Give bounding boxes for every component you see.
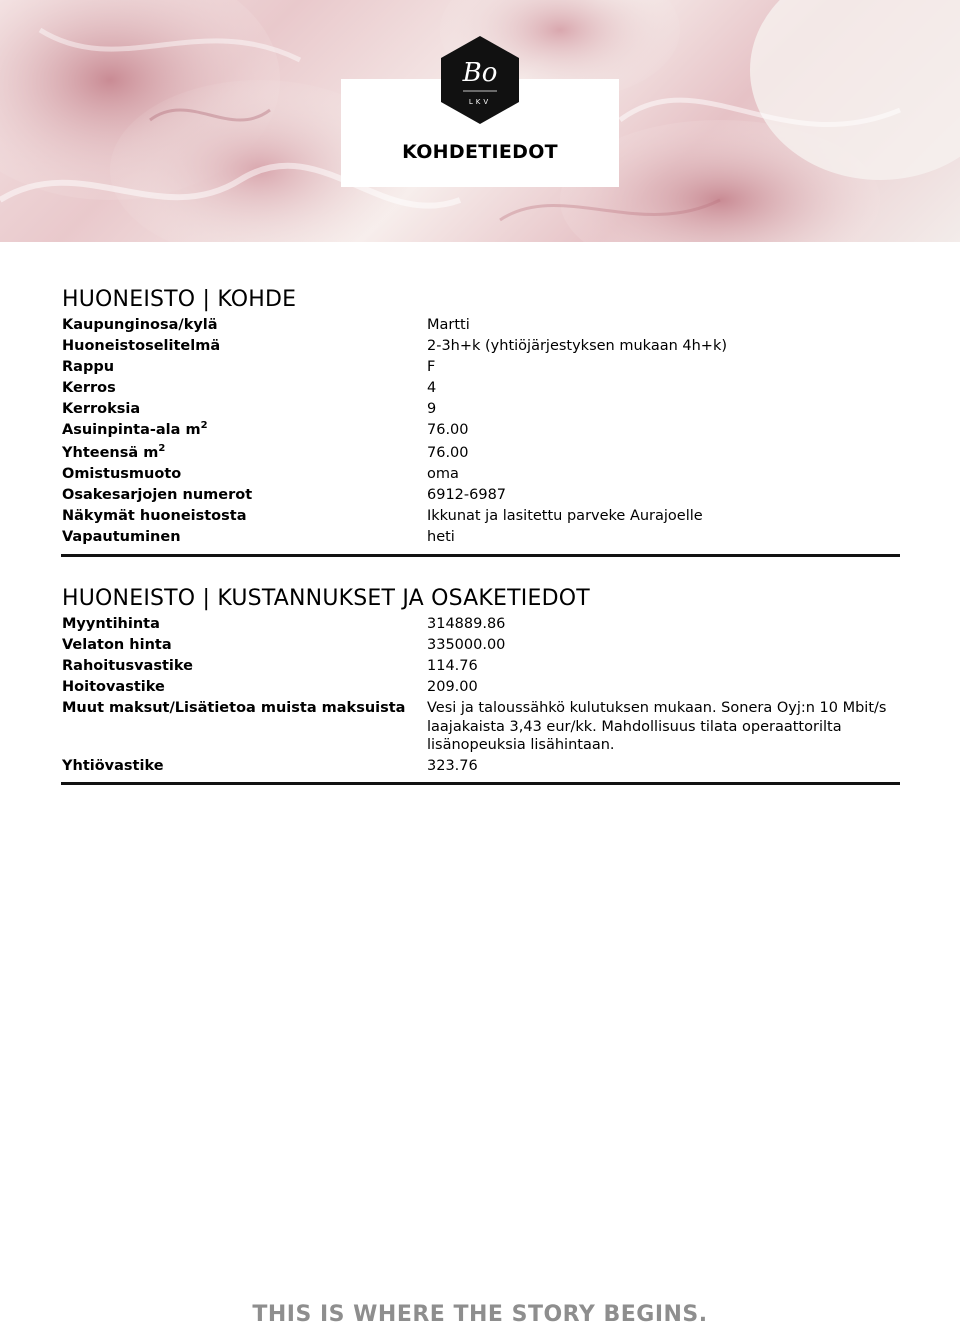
row-value: 2-3h+k (yhtiöjärjestyksen mukaan 4h+k) — [427, 338, 728, 354]
row-label: Omistusmuoto — [62, 466, 182, 482]
row-label: Kerros — [62, 380, 116, 396]
superscript-2: 2 — [158, 443, 166, 454]
row-label: Muut maksut/Lisätietoa muista maksuista — [62, 700, 406, 716]
row-value: Ikkunat ja lasitettu parveke Aurajoelle — [427, 508, 703, 524]
section-divider — [61, 782, 900, 785]
row-value: 114.76 — [427, 658, 478, 674]
row-label: Vapautuminen — [62, 529, 181, 545]
row-value: Vesi ja taloussähkö kulutuksen mukaan. Sonera Oyj:n 10 Mbit/s laajakaista 3,43 eur/kk. Mahdollisuus tilata operaattorilta lisänopeuksia lisähintaan. — [427, 700, 887, 753]
section-divider — [61, 554, 900, 557]
row-value: F — [427, 359, 436, 375]
row-value: 314889.86 — [427, 616, 506, 632]
row-label: Kaupunginosa/kylä — [62, 317, 218, 333]
row-value: 9 — [427, 401, 437, 417]
row-label: Myyntihinta — [62, 616, 160, 632]
row-value: 323.76 — [427, 758, 478, 774]
row-value: Martti — [427, 317, 470, 333]
row-label: Rahoitusvastike — [62, 658, 193, 674]
row-value: heti — [427, 529, 455, 545]
row-label: Yhtiövastike — [62, 758, 164, 774]
row-value: oma — [427, 466, 459, 482]
row-value: 4 — [427, 380, 437, 396]
row-value: 76.00 — [427, 422, 469, 438]
hexagon-logo-icon — [441, 36, 519, 124]
bo-lkv-logo — [441, 36, 519, 124]
row-value: 6912-6987 — [427, 487, 507, 503]
row-label: Kerroksia — [62, 401, 141, 417]
row-value: 209.00 — [427, 679, 478, 695]
footer-tagline: THIS IS WHERE THE STORY BEGINS. — [252, 1302, 708, 1327]
superscript-2: 2 — [200, 420, 208, 431]
row-label: Huoneistoselitelmä — [62, 338, 221, 354]
section-title-kustannukset: HUONEISTO | KUSTANNUKSET JA OSAKETIEDOT — [62, 586, 590, 611]
row-label: Näkymät huoneistosta — [62, 508, 247, 524]
logo-subtext: LKV — [468, 98, 492, 106]
logo-text: Bo — [462, 58, 498, 88]
row-label: Asuinpinta-ala $m^2$ — [62, 420, 208, 438]
row-value: 76.00 — [427, 445, 469, 461]
row-label: Rappu — [62, 359, 115, 375]
section-title-kohde: HUONEISTO | KOHDE — [62, 287, 297, 312]
row-label: Yhteensä $m^2$ — [62, 443, 166, 461]
page-title: KOHDETIEDOT — [402, 141, 558, 163]
row-value: 335000.00 — [427, 637, 506, 653]
row-label: Hoitovastike — [62, 679, 165, 695]
row-label: Osakesarjojen numerot — [62, 487, 253, 503]
row-label: Velaton hinta — [62, 637, 172, 653]
